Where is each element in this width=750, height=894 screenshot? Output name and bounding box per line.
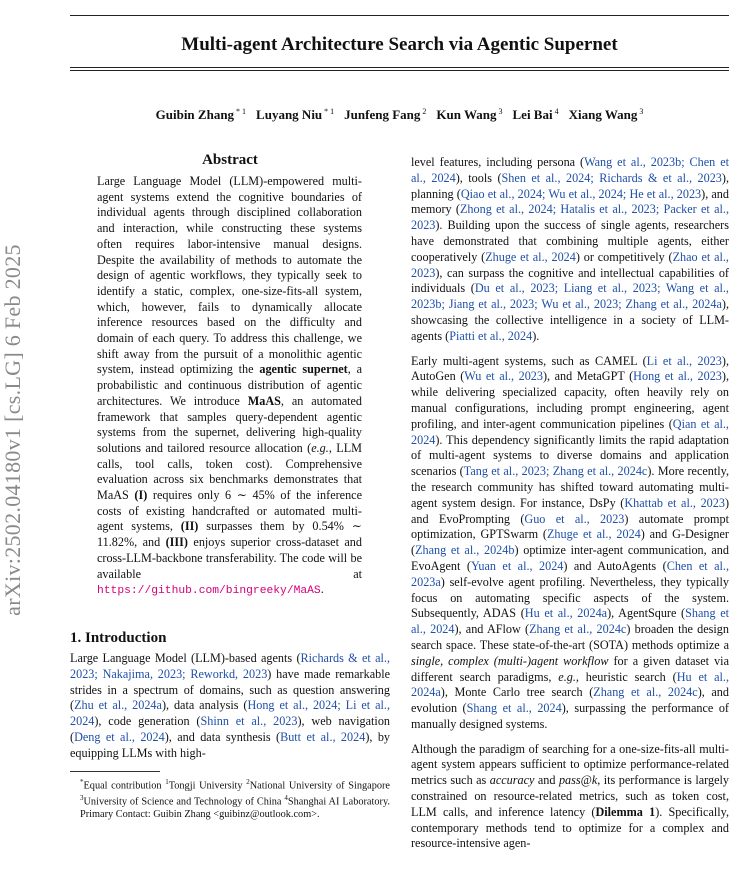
author-name-text: Junfeng Fang: [344, 107, 421, 123]
text-run: ), and AFlow (: [454, 622, 530, 637]
author-name: [569, 107, 644, 122]
text-run: Tongji University: [168, 779, 247, 791]
author-affiliation-mark: 2: [422, 107, 427, 116]
body-paragraph: [411, 742, 729, 853]
text-run: ) and EvoPrompting (: [411, 495, 730, 526]
citation-link[interactable]: Hong et al., 2024; Li et al., 2024: [70, 698, 391, 729]
text-run: 3: [80, 794, 84, 803]
text-run: ), and MetaGPT (: [543, 369, 634, 384]
citation-link[interactable]: Hu et al., 2024a: [524, 606, 608, 621]
citation-link[interactable]: Richards & et al., 2023; Nakajima, 2023; Reworkd, 2023: [70, 650, 390, 681]
text-run: (II): [180, 519, 199, 534]
text-run: level features, including persona (: [411, 155, 585, 169]
citation-link[interactable]: Li et al., 2023: [646, 353, 722, 368]
text-run: ). This dependency significantly limits the rapid adaptation of multi-agent systems to diverse domains and application scenarios (: [411, 432, 729, 479]
author-name: [436, 107, 502, 122]
text-run: ), and evolution (: [411, 685, 729, 716]
text-run: ) have made remarkable strides in a spectrum of domains, such as question answering (: [70, 666, 390, 713]
text-run: , heuristic search (: [575, 669, 677, 684]
text-run: ), showcasing the collective intelligence in a society of LLM-agents (: [411, 297, 729, 343]
text-run: MaAS: [247, 393, 281, 408]
citation-link[interactable]: Zhang et al., 2024b: [415, 543, 515, 558]
text-run: , LLM calls, tool calls, token cost). Comprehensive evaluation across six benchmarks demonstrates that MaAS: [97, 440, 362, 503]
author-name-text: Lei Bai: [512, 107, 553, 123]
arxiv-stamp: arXiv:2502.04180v1 [cs.LG] 6 Feb 2025: [0, 244, 25, 616]
citation-link[interactable]: Chen et al., 2023a: [411, 558, 729, 589]
text-run: ), web navigation (: [70, 714, 391, 744]
text-run: ) and G-Designer (: [411, 527, 729, 558]
paper-title: Multi-agent Architecture Search via Agentic Supernet: [181, 34, 618, 55]
text-run: (III): [165, 535, 188, 550]
citation-link[interactable]: Wang et al., 2023b; Chen et al., 2024: [411, 155, 730, 185]
citation-link[interactable]: Shang et al., 2024: [411, 606, 730, 637]
citation-link[interactable]: Deng et al., 2024: [74, 729, 165, 744]
text-run: , its performance is largely constrained on resource-related metrics, such as token cost, LLM calls, and inference latency (: [411, 773, 729, 819]
text-run: pass@k: [558, 773, 598, 788]
citation-link[interactable]: Yuan et al., 2024: [470, 558, 564, 573]
text-run: , a probabilistic and continuous distribution of agentic architectures. We introduce: [97, 362, 363, 408]
intro-paragraph: [70, 651, 390, 762]
text-run: ), AutoGen (: [411, 353, 729, 384]
text-run: ), Monte Carlo tree search (: [440, 685, 594, 700]
author-name-text: Luyang Niu: [256, 107, 323, 123]
citation-link[interactable]: Zhuge et al., 2024: [546, 527, 641, 542]
citation-link[interactable]: Zhong et al., 2024; Hatalis et al., 2023; Packer et al., 2023: [411, 202, 729, 233]
text-run: ), code generation (: [94, 714, 201, 729]
title-top-rule: [70, 15, 729, 16]
body-paragraph: [411, 354, 729, 733]
citation-link[interactable]: Piatti et al., 2024: [449, 328, 533, 343]
citation-link[interactable]: Zhang et al., 2024c: [529, 622, 627, 637]
text-run: ), planning (: [411, 170, 730, 201]
right-column: [411, 155, 729, 861]
text-run: ).: [532, 328, 540, 343]
author-name-text: Guibin Zhang: [155, 107, 235, 123]
author-list: [70, 107, 729, 123]
author-name: [156, 107, 246, 122]
text-run: ), and data synthesis (: [164, 729, 281, 744]
title-bottom-rule: [70, 67, 729, 68]
text-run: for a given dataset via different search paradigms,: [411, 653, 729, 684]
text-run: ), data analysis (: [161, 698, 248, 713]
text-run: 1: [165, 777, 169, 786]
citation-link[interactable]: Shen et al., 2024; Richards & et al., 2023: [501, 170, 722, 185]
footnote-rule: [70, 771, 160, 772]
author-name: [256, 107, 334, 122]
author-affiliation-mark: * 1: [324, 107, 335, 116]
citation-link[interactable]: Wu et al., 2023: [464, 369, 543, 384]
text-run: , an automated framework that samples query-dependent agentic systems from the supernet, delivering high-quality solutions and tailored resource allocation (: [97, 393, 362, 455]
citation-link[interactable]: Zhao et al., 2023: [411, 249, 729, 280]
citation-link[interactable]: Guo et al., 2023: [524, 511, 625, 526]
text-run: ), surpassing the performance of manually designed systems.: [411, 701, 729, 731]
citation-link[interactable]: Zhu et al., 2024a: [74, 698, 162, 713]
title-bottom-rule-2: [70, 70, 729, 71]
text-run: accuracy: [489, 773, 535, 788]
text-run: ). Specifically, contemporary methods tend to optimize for a complex and resource-intensive agen-: [411, 804, 729, 851]
text-run: Large Language Model (LLM)-empowered multi-agent systems extend the cognitive boundaries of individual agents through disciplined collaboration and interaction, while constructing these systems often requires labor-intensive manual designs. Despite the availability of methods to automate the design of agentic workflows, they typically seek to identify a static, complex, one-size-fits-all system, which, however, fails to dynamically allocate inference resources based on the difficulty and domain of each query. To address this challenge, we shift away from the pursuit of a monolithic agentic system, instead optimizing the: [97, 174, 362, 377]
citation-link[interactable]: Hu et al., 2024a: [411, 669, 729, 700]
citation-link[interactable]: Shang et al., 2024: [466, 701, 562, 716]
abstract-heading: Abstract: [202, 152, 258, 168]
text-run: agentic supernet: [259, 362, 348, 377]
citation-link[interactable]: Zhang et al., 2024c: [593, 685, 698, 700]
author-affiliation-mark: * 1: [236, 107, 247, 116]
citation-link[interactable]: Khattab et al., 2023: [624, 495, 725, 510]
text-run: Equal contribution: [83, 779, 166, 791]
text-run: and: [534, 773, 559, 788]
text-run: (I): [134, 488, 148, 503]
citation-link[interactable]: Hong et al., 2023: [633, 369, 722, 384]
section-heading-introduction: 1. Introduction: [70, 629, 167, 646]
citation-link[interactable]: Du et al., 2023; Liang et al., 2023; Wang et al., 2023b; Jiang et al., 2023; Wu et al., 2023; Zhang et al., 2024a: [411, 281, 729, 312]
author-name-text: Xiang Wang: [568, 107, 638, 123]
text-run: ). Building upon the success of single agents, researchers have demonstrated that combining multiple agents, either cooperatively (: [411, 218, 729, 264]
citation-link[interactable]: Tang et al., 2023; Zhang et al., 2024c: [463, 464, 648, 479]
body-paragraph: [411, 155, 729, 345]
text-run: e.g.: [558, 669, 576, 684]
author-name: [344, 107, 426, 122]
text-run: ), tools (: [455, 170, 502, 185]
author-affiliation-mark: 3: [498, 107, 503, 116]
footnote-affiliations: [80, 776, 390, 822]
text-run: Early multi-agent systems, such as CAMEL (: [411, 353, 647, 368]
text-run: ) and AutoAgents (: [563, 558, 667, 573]
text-run: ) or competitively (: [575, 249, 673, 264]
text-run: ), by equipping LLMs with high-: [70, 729, 391, 760]
text-run: *: [80, 777, 84, 786]
text-run: ) automate prompt optimization, GPTSwarm (: [411, 511, 729, 542]
author-affiliation-mark: 4: [554, 107, 559, 116]
text-run: enjoys superior cross-dataset and cross-LLM-backbone transferability. The code will be available at: [97, 535, 362, 581]
text-run: Dilemma 1: [595, 804, 656, 819]
citation-link[interactable]: Qiao et al., 2024; Wu et al., 2024; He et al., 2023: [460, 186, 702, 201]
text-run: ) broaden the design search space. These state-of-the-art (SOTA) methods optimize a: [411, 622, 729, 652]
text-run: requires only 6 ∼ 45% of the inference costs of existing handcrafted or automated multi-agent systems,: [97, 488, 362, 534]
text-run: ) self-evolve agent profiling. Nevertheless, they typically focus on automating specific aspects of the system. Subsequently, ADAS (: [411, 574, 729, 621]
text-run: e.g.: [311, 440, 329, 455]
citation-link[interactable]: Zhuge et al., 2024: [485, 249, 576, 264]
text-run: ), can surpass the cognitive and intellectual capabilities of individuals (: [411, 265, 729, 296]
text-run: single, complex (multi-)agent workflow: [411, 653, 609, 668]
text-run: ), while delivering specialized capacity, often heavily rely on manual configurations, including prompt engineering, agent profiling, and inter-agent communication pipelines (: [411, 369, 729, 431]
text-run: .: [320, 582, 324, 597]
text-run: University of Science and Technology of China: [83, 796, 285, 808]
text-run: surpasses them by 0.54% ∼ 11.82%, and: [97, 519, 362, 550]
author-name-text: Kun Wang: [436, 107, 497, 123]
text-run: 2: [246, 777, 250, 786]
citation-link[interactable]: Butt et al., 2024: [280, 729, 366, 744]
left-column: [70, 152, 390, 822]
text-run: ). More recently, the research community has shifted toward automating multi-agent system design. For instance, DsPy (: [411, 464, 729, 510]
text-run: Shanghai AI Laboratory. Primary Contact: Guibin Zhang <guibinz@outlook.com>.: [80, 796, 390, 821]
text-run: ), AgentSqure (: [607, 606, 686, 621]
text-run: ), and memory (: [411, 186, 729, 217]
citation-link[interactable]: Shinn et al., 2023: [200, 714, 298, 729]
text-run: ) optimize inter-agent communication, and EvoAgent (: [411, 543, 729, 573]
text-run: 4: [284, 794, 288, 803]
code-url-link[interactable]: https://github.com/bingreeky/MaAS: [97, 585, 321, 598]
citation-link[interactable]: Qian et al., 2024: [411, 416, 729, 447]
text-run: Although the paradigm of searching for a one-size-fits-all multi-agent system appears sufficient to optimize performance-related metrics such as: [411, 741, 729, 788]
author-affiliation-mark: 3: [639, 107, 644, 116]
abstract-body: [97, 174, 362, 600]
text-run: National University of Singapore: [249, 779, 390, 791]
text-run: Large Language Model (LLM)-based agents (: [70, 650, 301, 665]
author-name: [513, 107, 559, 122]
